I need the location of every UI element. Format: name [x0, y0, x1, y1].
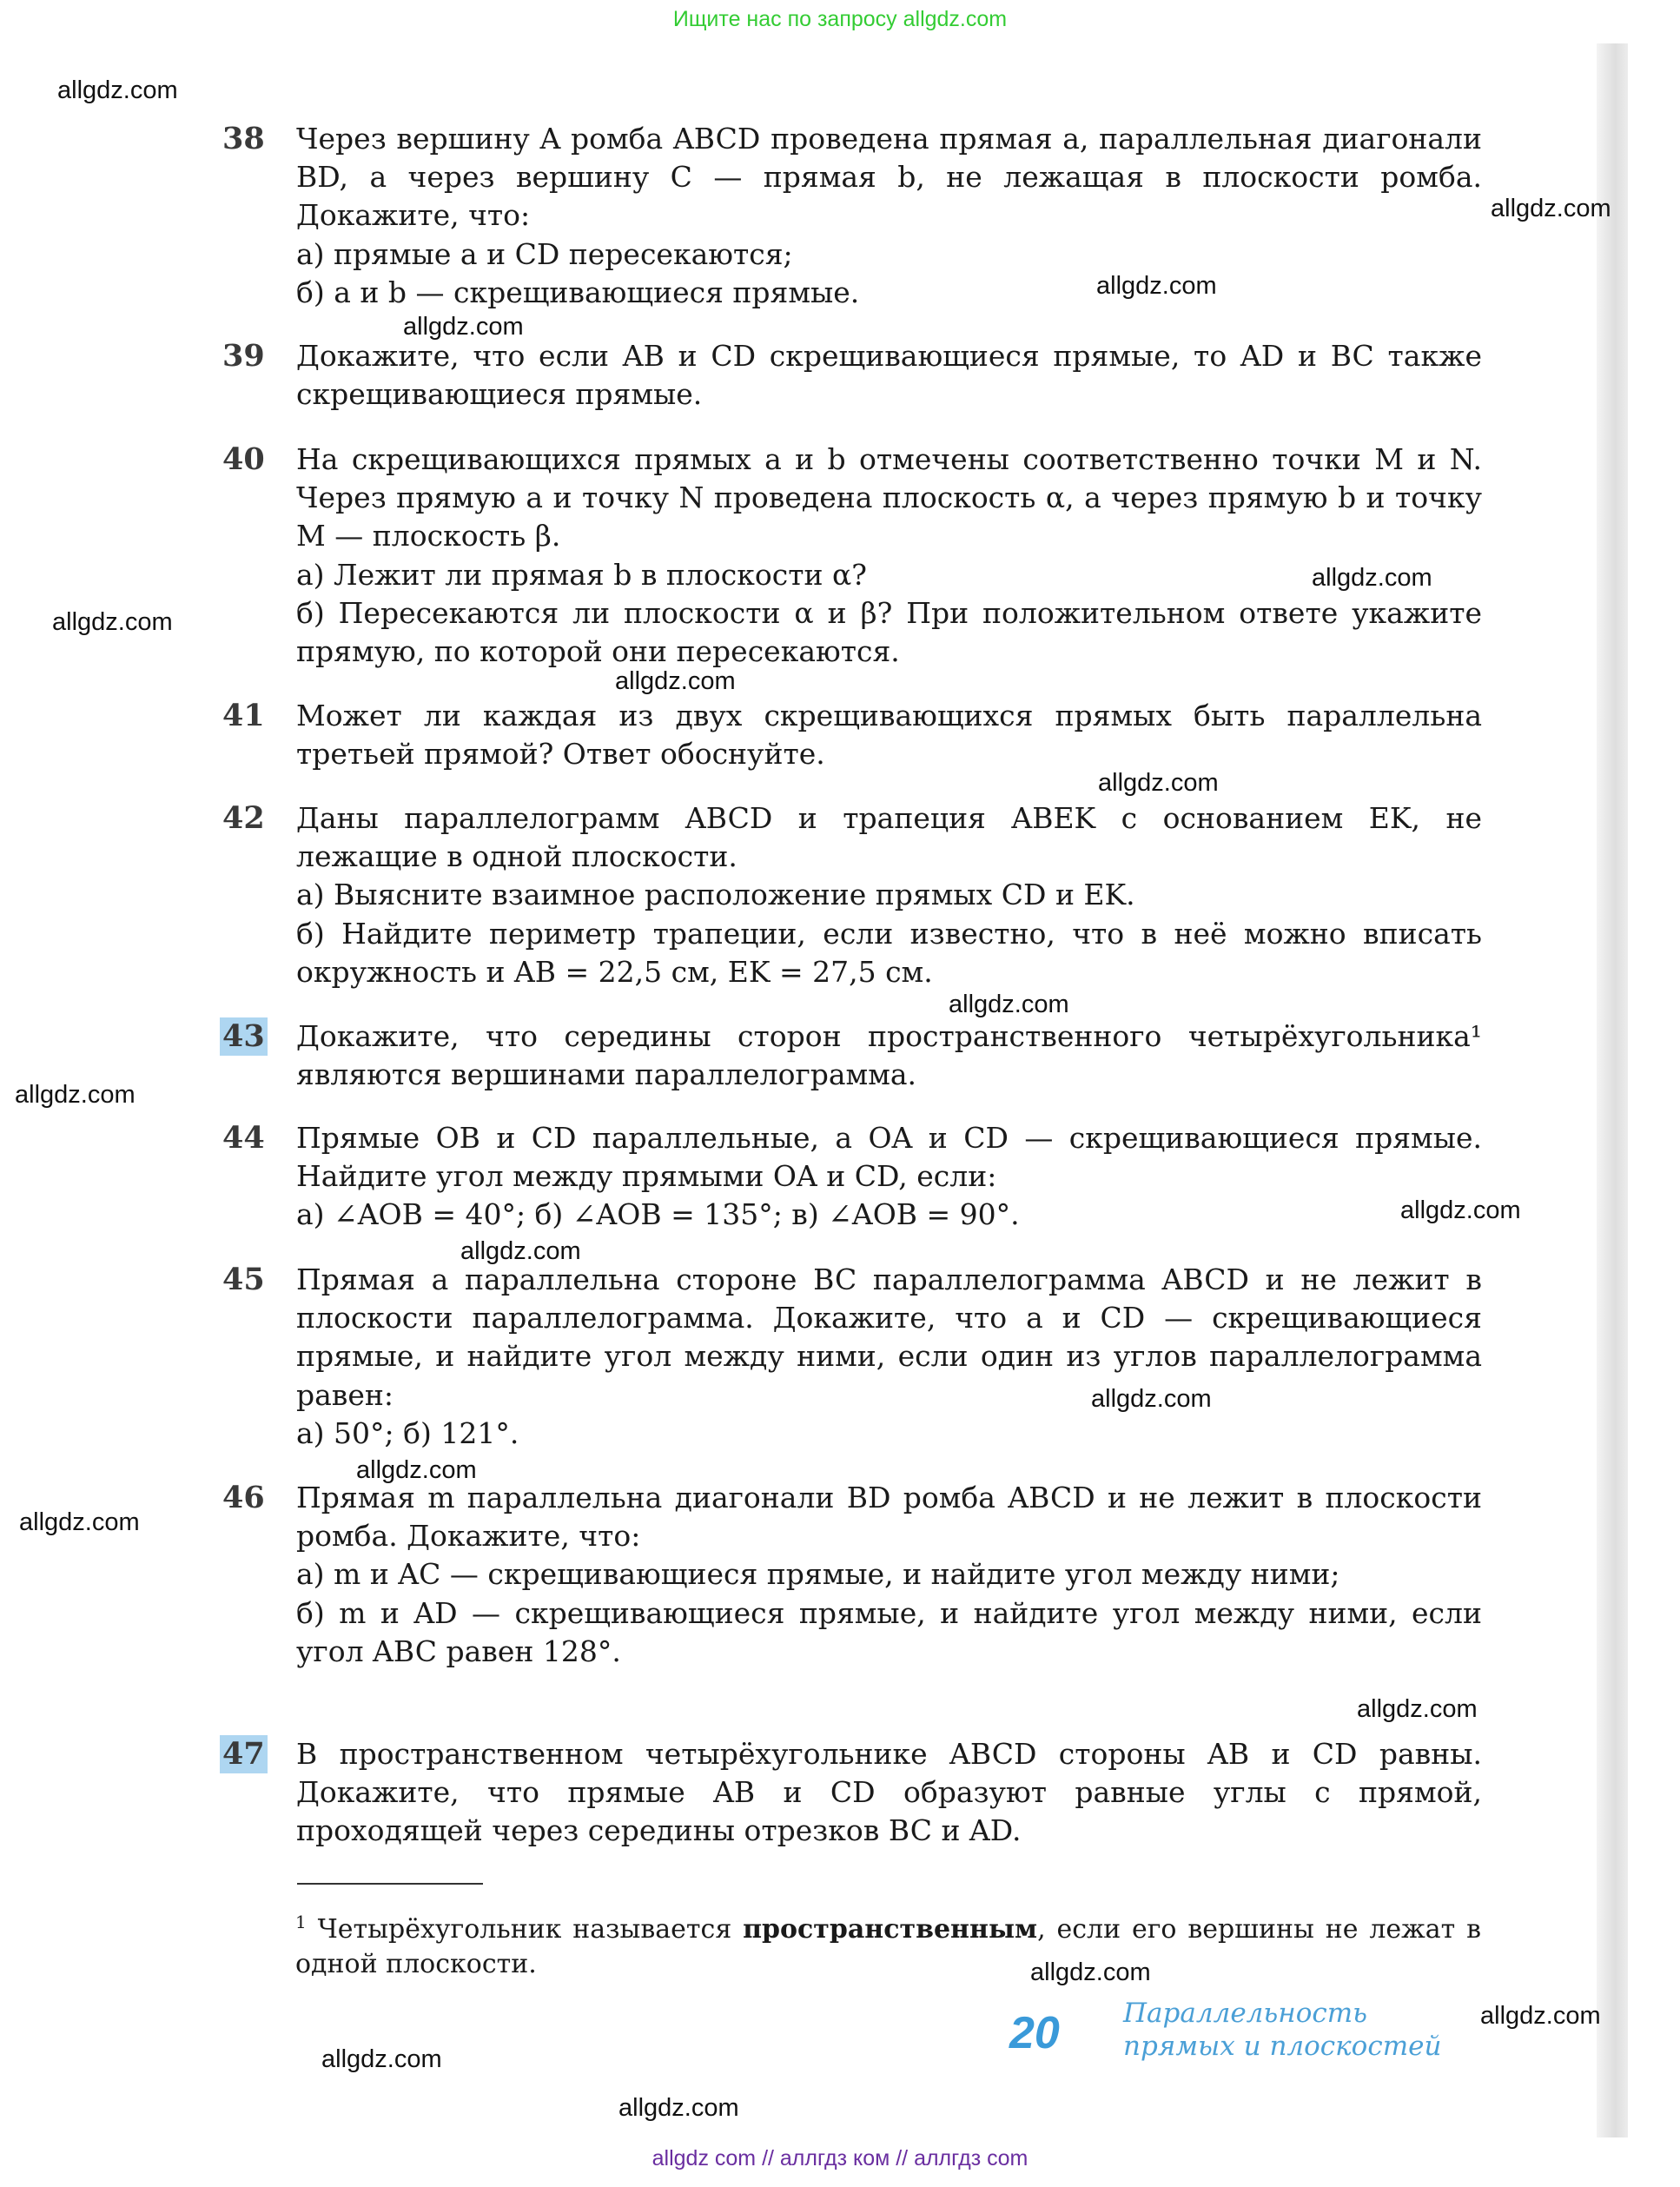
problem-number: 40: [222, 441, 265, 477]
bottom-links[interactable]: allgdz com // аллгдз ком // аллгдз com: [651, 2146, 1029, 2170]
problem-text: Докажите, что если AB и CD скрещивающиеся прямые, то AD и BC также скрещивающиеся прямые.: [296, 339, 1482, 412]
section-title-line-2: прямых и плоскостей: [1123, 2031, 1442, 2062]
problem-40: [222, 441, 1482, 671]
page-edge-shadow: [1597, 43, 1628, 2137]
watermark: allgdz.com: [1400, 1196, 1521, 1224]
problem-number: 39: [222, 338, 265, 374]
problem-number: 42: [222, 800, 265, 836]
watermark: allgdz.com: [1491, 195, 1611, 222]
problem-46: [222, 1479, 1482, 1671]
footnote-text-after: , если его вершины не лежат в одной плоскости.: [295, 1914, 1481, 1979]
problem-text: Прямая m параллельна диагонали BD ромба ABCD и не лежит в плоскости ромба. Докажите, что: а) m и AC — скрещивающиеся прямые, и найдите угол между ними; б) m и AD — скрещивающиеся прямые, и найдите угол между ними, если угол ABC равен 128°.: [296, 1481, 1482, 1668]
problem-text: В пространственном четырёхугольнике ABCD стороны AB и CD равны. Докажите, что прямые AB и CD образуют равные углы с прямой, проходящей через середины отрезков BC и AD.: [296, 1737, 1482, 1848]
problem-text: Может ли каждая из двух скрещивающихся прямых быть параллельна третьей прямой? Ответ обоснуйте.: [296, 699, 1482, 772]
watermark: allgdz.com: [19, 1508, 140, 1536]
watermark: allgdz.com: [1096, 272, 1217, 300]
problem-text: Даны параллелограмм ABCD и трапеция ABEK с основанием EK, не лежащие в одной плоскости. а) Выясните взаимное расположение прямых CD и EK. б) Найдите периметр трапеции, если известно, что в неё можно вписать окружность и AB = 22,5 см, EK = 27,5 см.: [296, 801, 1482, 989]
footnote-marker: 1: [295, 1912, 307, 1932]
watermark: allgdz.com: [52, 608, 173, 636]
problem-text: Через вершину A ромба ABCD проведена прямая a, параллельная диагонали BD, а через вершину C — прямая b, не лежащая в плоскости ромба. Докажите, что: а) прямые a и CD пересекаются; б) a и b — скрещивающиеся прямые.: [296, 122, 1482, 309]
problem-44: [222, 1119, 1482, 1235]
watermark: allgdz.com: [1030, 1958, 1151, 1986]
page-number: 20: [1009, 2008, 1060, 2058]
problem-41: [222, 697, 1482, 773]
watermark: allgdz.com: [15, 1081, 136, 1109]
watermark: allgdz.com: [356, 1456, 477, 1484]
problem-number: 41: [222, 698, 265, 733]
watermark: allgdz.com: [1091, 1385, 1212, 1413]
watermark: allgdz.com: [1357, 1695, 1478, 1723]
problem-number: 45: [222, 1262, 265, 1297]
footnote-bold-term: пространственным: [743, 1914, 1038, 1945]
watermark: allgdz.com: [615, 667, 736, 695]
top-banner-link[interactable]: Ищите нас по запросу allgdz.com: [672, 7, 1008, 31]
watermark: allgdz.com: [949, 991, 1069, 1018]
watermark: allgdz.com: [403, 313, 524, 341]
problem-number-highlighted: 47: [220, 1735, 268, 1773]
watermark: allgdz.com: [321, 2045, 442, 2073]
footnote-divider: [297, 1883, 483, 1885]
problem-text: Докажите, что середины сторон пространственного четырёхугольника¹ являются вершинами параллелограмма.: [296, 1019, 1482, 1092]
problem-47: [222, 1735, 1482, 1851]
watermark: allgdz.com: [618, 2094, 739, 2122]
watermark: allgdz.com: [1098, 769, 1219, 797]
watermark: allgdz.com: [1480, 2002, 1601, 2030]
problem-number: 44: [222, 1120, 265, 1156]
problem-number: 46: [222, 1480, 265, 1515]
watermark: allgdz.com: [1312, 564, 1432, 592]
problem-number-highlighted: 43: [220, 1017, 268, 1056]
watermark: allgdz.com: [57, 76, 178, 104]
problem-text: Прямые OB и CD параллельные, а OA и CD — скрещивающиеся прямые. Найдите угол между прямыми OA и CD, если: а) ∠AOB = 40°; б) ∠AOB = 135°; в) ∠AOB = 90°.: [296, 1121, 1482, 1232]
problem-text: Прямая a параллельна стороне BC параллелограмма ABCD и не лежит в плоскости параллелограмма. Докажите, что a и CD — скрещивающиеся прямые, и найдите угол между ними, если один из углов параллелограмма равен: а) 50°; б) 121°.: [296, 1262, 1482, 1450]
problem-number: 38: [222, 121, 265, 156]
footnote: [295, 1905, 1481, 1982]
watermark: allgdz.com: [460, 1237, 581, 1265]
problem-text: На скрещивающихся прямых a и b отмечены соответственно точки M и N. Через прямую a и точку N проведена плоскость α, а через прямую b и точку M — плоскость β. а) Лежит ли прямая b в плоскости α? б) Пересекаются ли плоскости α и β? При положительном ответе укажите прямую, по которой они пересекаются.: [296, 442, 1482, 669]
problem-45: [222, 1261, 1482, 1453]
section-title: [1123, 1997, 1441, 2063]
problem-38: [222, 120, 1482, 312]
problem-43: [222, 1017, 1482, 1094]
problem-39: [222, 337, 1482, 414]
footnote-text-before: Четырёхугольник называется: [317, 1914, 744, 1945]
problem-42: [222, 799, 1482, 991]
section-title-line-1: Параллельность: [1123, 1998, 1367, 2029]
